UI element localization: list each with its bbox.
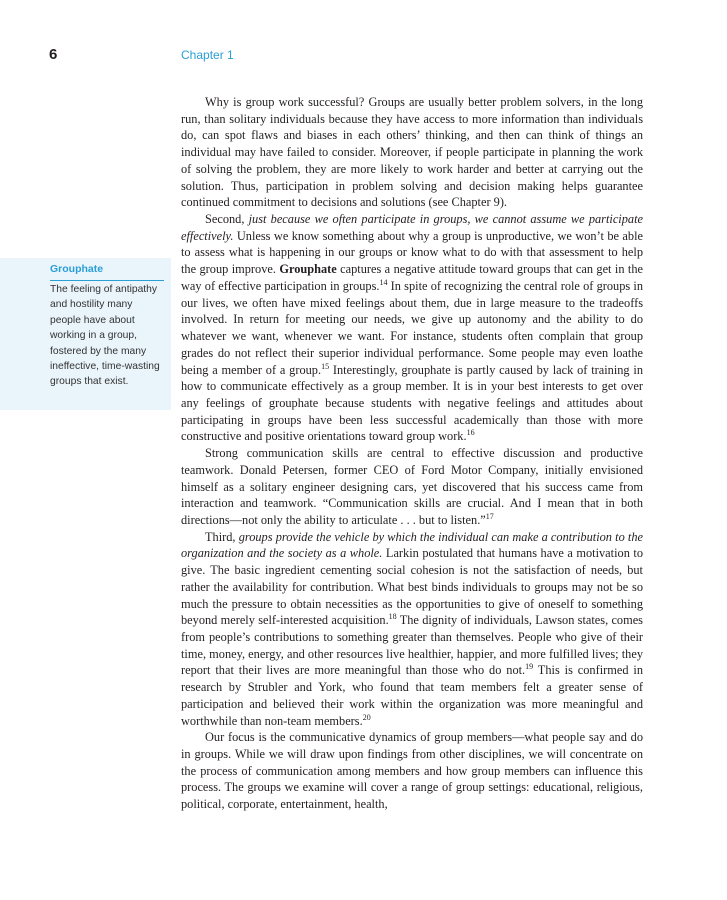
margin-glossary-note [0, 258, 171, 410]
paragraph-5: Our focus is the communicative dynamics of group members—what people say and do in groups. While we will draw upon findings from other disciplines, we will concentrate on the process of communication among members and how group members can influence this process. The groups we examine will cover a range of group settings: educational, religious, political, corporate, entertainment, health, [181, 730, 643, 812]
footnote-ref: 19 [525, 662, 534, 672]
italic-thesis: just because we often participate in groups, we cannot assume we participate effectively. [181, 212, 643, 243]
key-term: Grouphate [279, 262, 337, 277]
footnote-ref: 16 [466, 428, 475, 438]
page-number: 6 [49, 46, 58, 63]
footnote-ref: 18 [388, 612, 397, 622]
footnote-ref: 14 [379, 277, 388, 287]
body-text [181, 94, 643, 813]
paragraph-3: Strong communication skills are central to effective discussion and productive teamwork. Donald Petersen, former CEO of Ford Motor Company, initially envisioned himself as a solitary engineer designing cars, yet discovered that his success came from interaction and teamwork. “Communication skills are crucial. And I mean that in both directions—not only the ability to articulate . . . but to listen.”$^{17}$ [181, 446, 643, 527]
footnote-ref: 20 [362, 712, 371, 722]
paragraph-2: Second, just because we often participate in groups, we cannot assume we participate effectively. Unless we know something about why a group is unproductive, we won’t be able to assess what is happening in our groups or know what to do with that assessment to help the group improve. Grouphate captures a negative attitude toward groups that can get in the way of effective participation in groups.$^{14}$ In spite of recognizing the central role of groups in our lives, we often have mixed feelings about them, due in large measure to the tradeoffs involved. In return for meeting our needs, we give up autonomy and the ability to do whatever we want, whenever we want. For instance, students often complain that group grades do not reflect their superior individual performance. Some people may even loathe being a member of a group.$^{15}$ Interestingly, grouphate is partly caused by lack of training in how to communicate effectively as a group member. It is in your best interests to get over any feelings of grouphate because students with negative feelings and attitudes about participating in groups have been less successful academically than those with more constructive and positive orientations toward group work.$^{16}$ [181, 212, 643, 444]
footnote-ref: 17 [485, 511, 494, 521]
footnote-ref: 15 [321, 361, 330, 371]
paragraph-4: Third, groups provide the vehicle by which the individual can make a contribution to the organization and the society as a whole. Larkin postulated that humans have a motivation to give. The basic ingredient cementing social cohesion is not the satisfaction of needs, but rather the availability for contribution. What best binds individuals to groups may not be so much the pressure to obtain necessities as the opportunities to give of oneself to something beyond merely self-interested acquisition.$^{18}$ The dignity of individuals, Lawson states, comes from people’s contributions to something greater than themselves. People who give of their time, money, energy, and other resources live healthier, happier, and more fulfilled lives; they report that their lives are more meaningful than those who do not.$^{19}$ This is confirmed in research by Strubler and York, who found that team members felt a greater sense of participation and believed their work within the organization was more meaningful and worthwhile than non-team members.$^{20}$ [181, 529, 643, 728]
italic-thesis: groups provide the vehicle by which the individual can make a contribution to the organization and the society as a whole. [181, 529, 643, 561]
glossary-term: Grouphate [50, 263, 164, 281]
chapter-running-head: Chapter 1 [181, 48, 234, 62]
paragraph-1: Why is group work successful? Groups are usually better problem solvers, in the long run, than solitary individuals because they have access to more information than individuals do, can spot flaws and biases in each others’ thinking, and then can think of things an individual may have failed to consider. Moreover, if people participate in planning the work of solving the problem, they are more likely to work harder and better at carrying out the solution. Thus, participation in problem solving and decision making helps guarantee continued commitment to decisions and solutions (see Chapter 9). [181, 95, 643, 210]
glossary-definition: The feeling of antipathy and hostility many people have about working in a group, fostered by the many ineffective, time-wasting groups that exist. [50, 284, 160, 388]
